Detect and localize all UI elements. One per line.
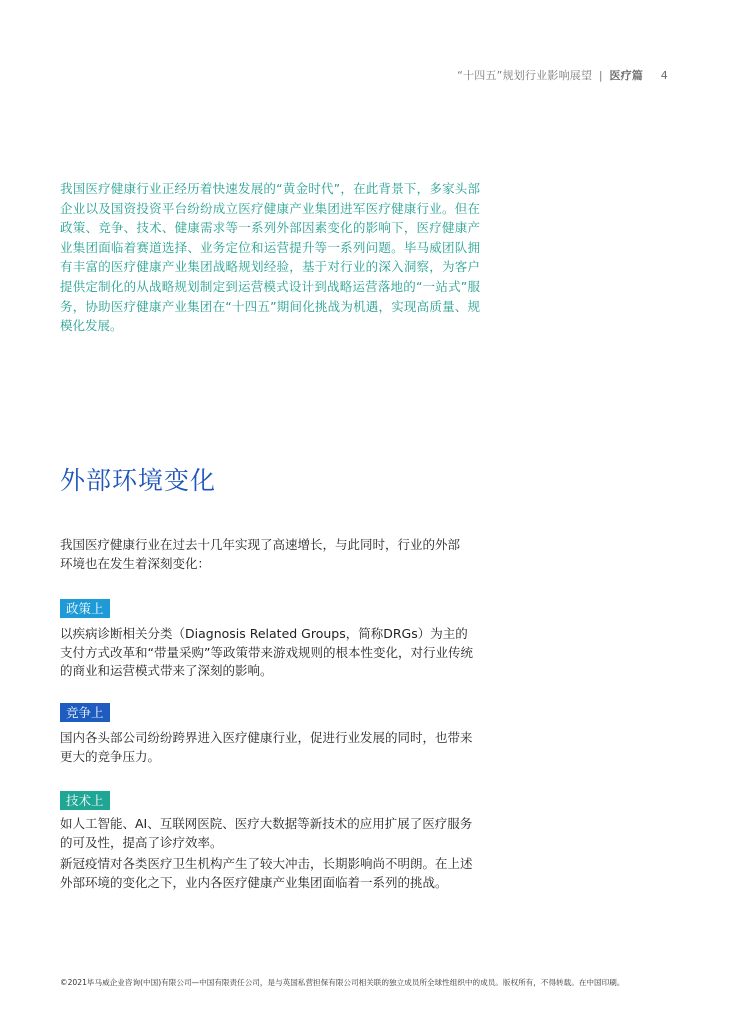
policy-tag: 政策上 xyxy=(60,599,110,618)
technology-tag: 技术上 xyxy=(60,791,110,810)
page-number: 4 xyxy=(660,69,668,82)
header-separator: | xyxy=(598,69,603,82)
report-title: “十四五”规划行业影响展望 xyxy=(457,69,593,82)
intro-paragraph: 我国医疗健康行业正经历着快速发展的“黄金时代”，在此背景下，多家头部企业以及国资投资平台纷纷成立医疗健康产业集团进军医疗健康行业。但在政策、竞争、技术、健康需求等一系列外部因素变化的影响下，医疗健康产业集团面临着赛道选择、业务定位和运营提升等一系列问题。毕马威团队拥有丰富的医疗健康产业集团战略规划经验，基于对行业的深入洞察，为客户提供定制化的从战略规划制定到运营模式设计到战略运营落地的“一站式”服务，协助医疗健康产业集团在“十四五”期间化挑战为机遇，实现高质量、规模化发展。 xyxy=(60,181,480,334)
section-title: 外部环境变化 xyxy=(60,466,217,495)
page-header xyxy=(457,67,668,83)
technology-paragraph: 如人工智能、AI、互联网医院、医疗大数据等新技术的应用扩展了医疗服务的可及性，提高了诊疗效率。 xyxy=(60,816,473,850)
competition-tag: 竞争上 xyxy=(60,703,110,722)
challenge-paragraph: 新冠疫情对各类医疗卫生机构产生了较大冲击，长期影响尚不明朗。在上述外部环境的变化之下，业内各医疗健康产业集团面临着一系列的挑战。 xyxy=(60,856,473,890)
competition-paragraph: 国内各头部公司纷纷跨界进入医疗健康行业，促进行业发展的同时，也带来更大的竞争压力。 xyxy=(60,730,473,764)
section-name: 医疗篇 xyxy=(609,69,644,82)
copyright-footer: ©2021毕马威企业咨询(中国)有限公司—中国有限责任公司，是与英国私营担保有限公司相关联的独立成员所全球性组织中的成员。版权所有，不得转载。在中国印刷。 xyxy=(60,978,625,987)
lead-paragraph: 我国医疗健康行业在过去十几年实现了高速增长，与此同时，行业的外部环境也在发生着深刻变化： xyxy=(60,537,461,571)
policy-paragraph: 以疾病诊断相关分类（Diagnosis Related Groups，简称DRGs）为主的支付方式改革和“带量采购”等政策带来游戏规则的根本性变化，对行业传统的商业和运营模式带来了深刻的影响。 xyxy=(60,626,473,678)
